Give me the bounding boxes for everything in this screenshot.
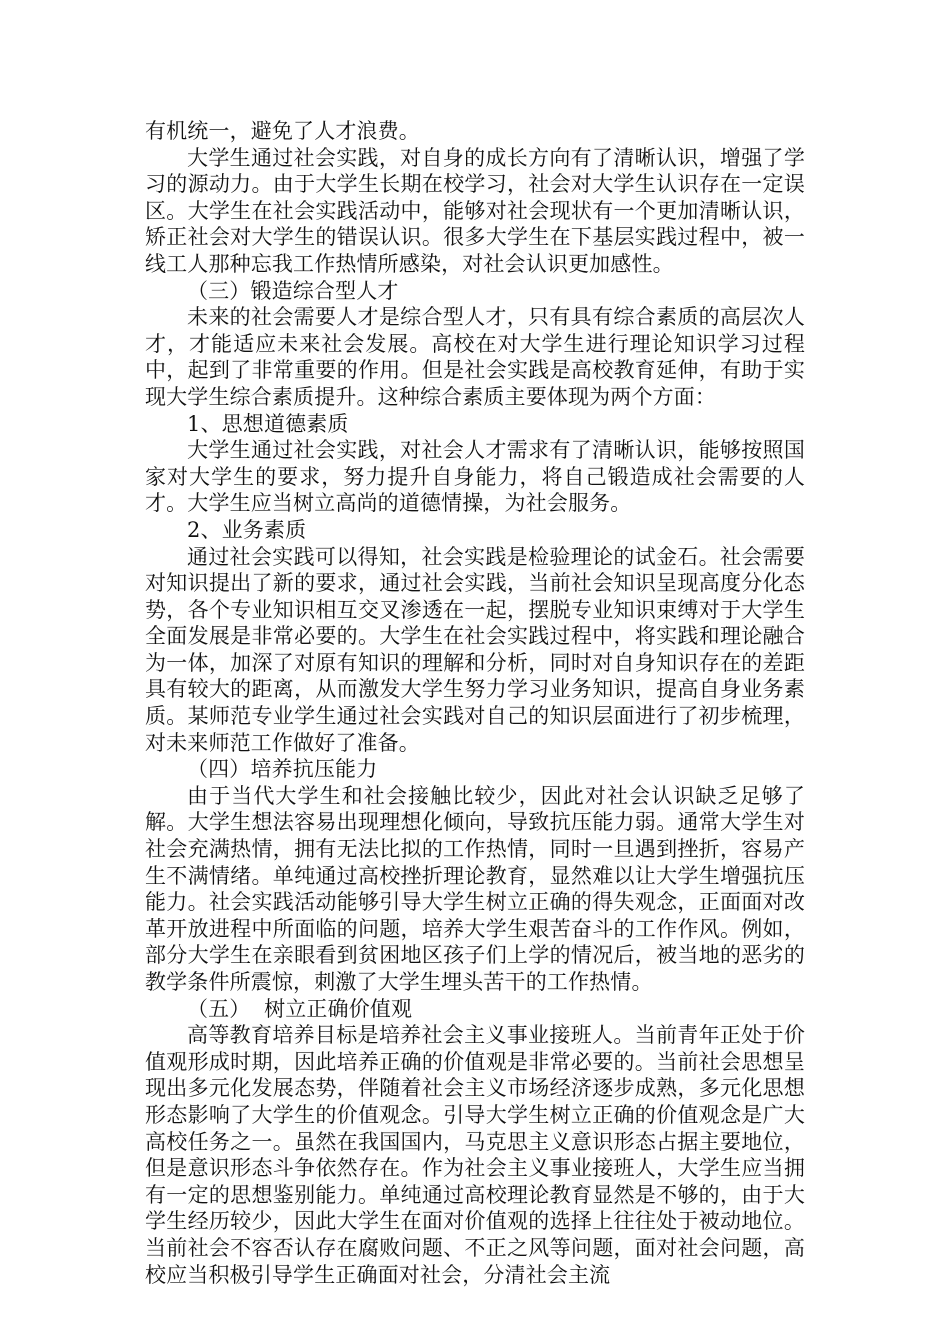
paragraph-moral-quality: 大学生通过社会实践，对社会人才需求有了清晰认识，能够按照国家对大学生的要求，努力提升自身能力，将自己锻造成社会需要的人才。大学生应当树立高尚的道德情操，为社会服务。 <box>145 438 805 516</box>
section-heading-5: （五） 树立正确价值观 <box>187 996 413 1021</box>
paragraph-values: 高等教育培养目标是培养社会主义事业接班人。当前青年正处于价值观形成时期，因此培养正确的价值观是非常必要的。当前社会思想呈现出多元化发展态势，伴随着社会主义市场经济逐步成熟，多元化思想形态影响了大学生的价值观念。引导大学生树立正确的价值观念是广大高校任务之一。虽然在我国国内，马克思主义意识形态占据主要地位，但是意识形态斗争依然存在。作为社会主义事业接班人，大学生应当拥有一定的思想鉴别能力。单纯通过高校理论教育显然是不够的，由于大学生经历较少，因此大学生在面对价值观的选择上往往处于被动地位。当前社会不容否认存在腐败问题、不正之风等问题，面对社会问题，高校应当积极引导学生正确面对社会，分清社会主流 <box>145 1023 805 1287</box>
section-heading-3: （三）锻造综合型人才 <box>187 278 399 303</box>
document-body <box>145 118 805 1288</box>
paragraph-practice-growth: 大学生通过社会实践，对自身的成长方向有了清晰认识，增强了学习的源动力。由于大学生长期在校学习，社会对大学生认识存在一定误区。大学生在社会实践活动中，能够对社会现状有一个更加清晰认识，矫正社会对大学生的错误认识。很多大学生在下基层实践过程中，被一线工人那种忘我工作热情所感染，对社会认识更加感性。 <box>145 145 805 276</box>
paragraph-stress-resistance: 由于当代大学生和社会接触比较少，因此对社会认识缺乏足够了解。大学生想法容易出现理想化倾向，导致抗压能力弱。通常大学生对社会充满热情，拥有无法比拟的工作热情，同时一旦遇到挫折，容易产生不满情绪。单纯通过高校挫折理论教育，显然难以让大学生增强抗压能力。社会实践活动能够引导大学生树立正确的得失观念，正面面对改革开放进程中所面临的问题，培养大学生艰苦奋斗的工作作风。例如，部分大学生在亲眼看到贫困地区孩子们上学的情况后，被当地的恶劣的教学条件所震惊，刺激了大学生埋头苦干的工作热情。 <box>145 783 805 994</box>
paragraph-continuation: 有机统一，避免了人才浪费。 <box>145 119 420 143</box>
subheading-moral-quality: 1、思想道德素质 <box>187 411 349 436</box>
paragraph-professional-quality: 通过社会实践可以得知，社会实践是检验理论的试金石。社会需要对知识提出了新的要求，通过社会实践，当前社会知识呈现高度分化态势，各个专业知识相互交叉渗透在一起，摆脱专业知识束缚对于大学生全面发展是非常必要的。大学生在社会实践过程中，将实践和理论融合为一体，加深了对原有知识的理解和分析，同时对自身知识存在的差距具有较大的距离，从而激发大学生努力学习业务知识，提高自身业务素质。某师范专业学生通过社会实践对自己的知识层面进行了初步梳理，对未来师范工作做好了准备。 <box>145 544 805 755</box>
section-heading-4: （四）培养抗压能力 <box>187 757 378 782</box>
subheading-professional-quality: 2、业务素质 <box>187 517 307 542</box>
paragraph-comprehensive-talent: 未来的社会需要人才是综合型人才，只有具有综合素质的高层次人才，才能适应未来社会发展。高校在对大学生进行理论知识学习过程中，起到了非常重要的作用。但是社会实践是高校教育延伸，有助于实现大学生综合素质提升。这种综合素质主要体现为两个方面： <box>145 305 805 409</box>
